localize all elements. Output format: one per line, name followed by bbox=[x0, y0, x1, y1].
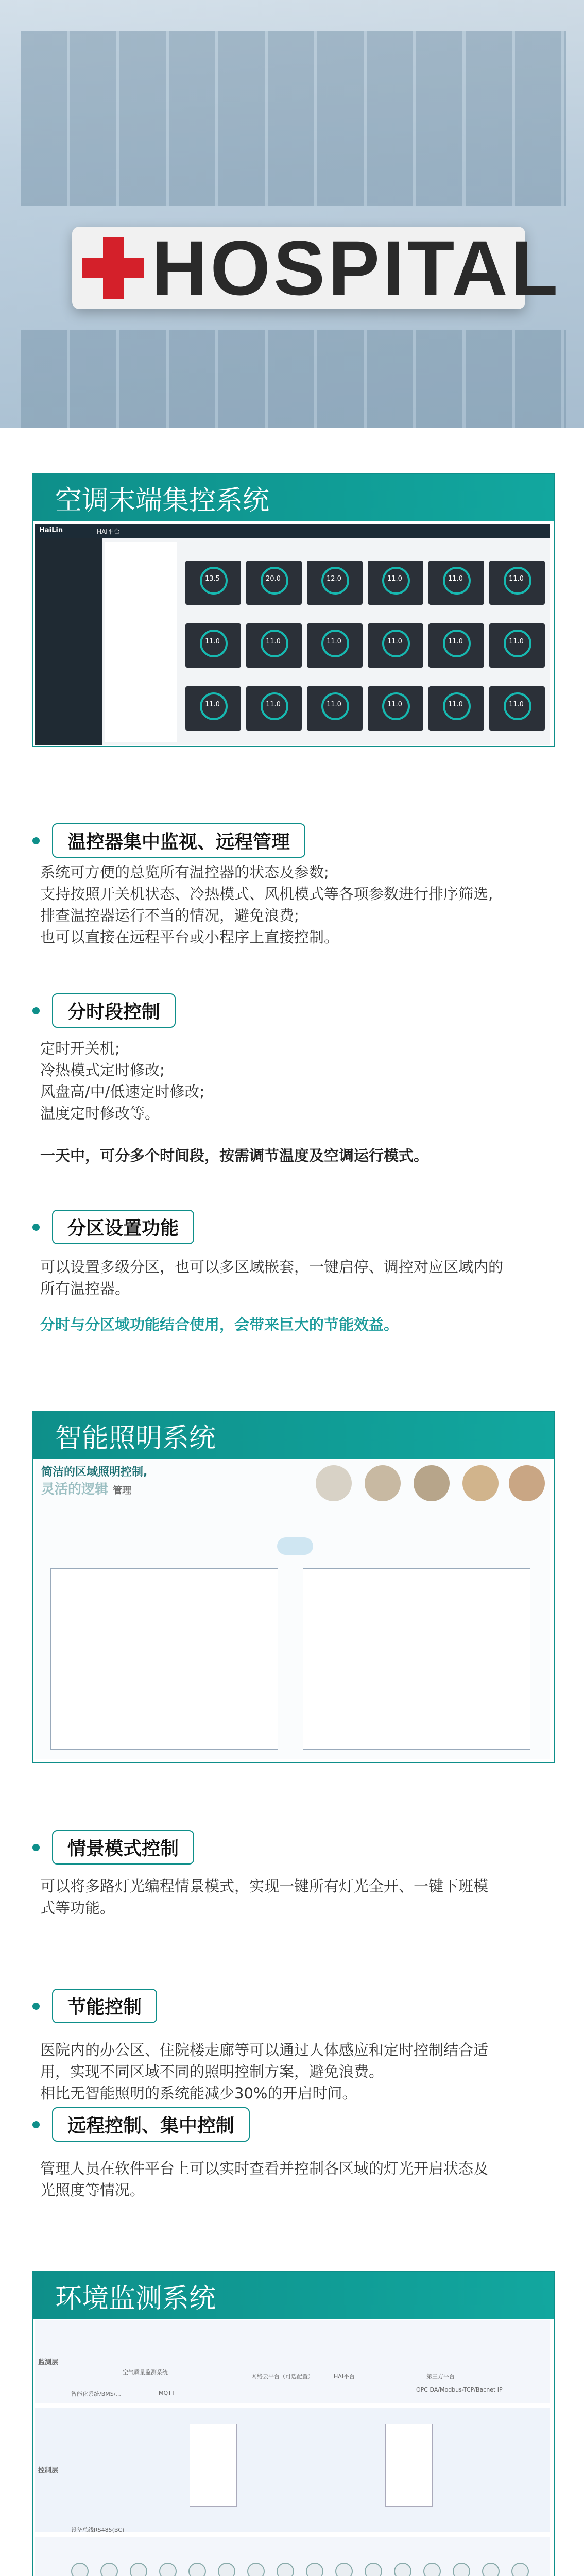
feature-pill: 远程控制、集中控制 bbox=[52, 2107, 250, 2142]
tile-temp: 20.0 bbox=[266, 575, 281, 583]
thermostat-tile[interactable] bbox=[368, 623, 423, 668]
aircon-label: 空气质量监测系统 bbox=[123, 2369, 168, 2376]
feature-pill: 温控器集中监视、远程管理 bbox=[52, 823, 305, 858]
lighting-feature-1 bbox=[32, 1830, 194, 1865]
lighting-section bbox=[32, 1411, 555, 1763]
feature-pill: 节能控制 bbox=[52, 1989, 157, 2023]
tile-temp: 11.0 bbox=[327, 701, 341, 708]
tile-temp: 11.0 bbox=[266, 701, 281, 708]
sensor-icon bbox=[71, 2563, 89, 2576]
hvac-f3-text bbox=[40, 1256, 545, 1335]
env-section bbox=[32, 2271, 555, 2576]
scene-photo-2 bbox=[365, 1465, 401, 1501]
sensor-icon bbox=[482, 2563, 500, 2576]
layer-label: 控制层 bbox=[38, 2467, 59, 2475]
tile-temp: 11.0 bbox=[448, 638, 463, 646]
hero-banner bbox=[0, 0, 584, 428]
text-line: 用，实现不同区域不同的照明控制方案，避免浪费。 bbox=[40, 2063, 384, 2080]
lighting-f2-text bbox=[40, 2039, 545, 2104]
thermostat-tile[interactable] bbox=[368, 686, 423, 731]
hvac-f1-text bbox=[40, 861, 545, 948]
hvac-feature-3 bbox=[32, 1210, 194, 1244]
sensor-icon bbox=[247, 2563, 265, 2576]
text-line: 可以设置多级分区，也可以多区域嵌套，一键启停、调控对应区域内的 bbox=[40, 1258, 504, 1276]
lighting-f1-text bbox=[40, 1875, 545, 1919]
tile-temp: 11.0 bbox=[509, 575, 524, 583]
scene-photo-1 bbox=[316, 1465, 352, 1501]
banner-bottom: 灵活的逻辑 bbox=[41, 1482, 109, 1497]
lighting-diagram bbox=[35, 1460, 550, 1759]
red-cross-icon bbox=[82, 237, 144, 299]
thermostat-tile[interactable] bbox=[368, 561, 423, 605]
thermostat-tile[interactable] bbox=[428, 623, 484, 668]
feature-pill: 分时段控制 bbox=[52, 993, 176, 1028]
text-line: 光照度等情况。 bbox=[40, 2181, 145, 2199]
text-line: 温度定时修改等。 bbox=[40, 1105, 160, 1122]
lighting-feature-2 bbox=[32, 1989, 157, 2023]
tile-temp: 11.0 bbox=[266, 638, 281, 646]
hvac-feature-2 bbox=[32, 993, 176, 1028]
thermostat-tile[interactable] bbox=[185, 561, 241, 605]
tile-temp: 11.0 bbox=[509, 701, 524, 708]
scene-photo-3 bbox=[414, 1465, 450, 1501]
third-label: 第三方平台 bbox=[426, 2373, 455, 2380]
layer-label: 监测层 bbox=[38, 2359, 59, 2366]
hvac-feature-1 bbox=[32, 823, 305, 858]
env-title: 环境监测系统 bbox=[55, 2283, 216, 2314]
text-line: 排查温控器运行不当的情况，避免浪费; bbox=[40, 907, 299, 924]
sensor-icon bbox=[423, 2563, 441, 2576]
scene-photo-4 bbox=[462, 1465, 499, 1501]
thermostat-tile[interactable] bbox=[185, 623, 241, 668]
floor-panel-left bbox=[50, 1568, 278, 1750]
bus-label: 设备总线RS485(BC) bbox=[71, 2527, 125, 2533]
text-line: 所有温控器。 bbox=[40, 1280, 130, 1297]
hai-label: HAI平台 bbox=[334, 2373, 355, 2380]
thermostat-tile[interactable] bbox=[489, 561, 545, 605]
sensor-icon bbox=[335, 2563, 353, 2576]
lighting-title: 智能照明系统 bbox=[55, 1422, 216, 1454]
sign-text: HOSPITAL bbox=[151, 225, 561, 311]
controller-box-right bbox=[385, 2424, 433, 2507]
sensor-icon bbox=[453, 2563, 470, 2576]
text-line: 冷热模式定时修改; bbox=[40, 1061, 165, 1079]
text-line: 风盘高/中/低速定时修改; bbox=[40, 1083, 205, 1100]
text-line: 医院内的办公区、住院楼走廊等可以通过人体感应和定时控制结合适 bbox=[40, 2041, 489, 2059]
text-line: 相比无智能照明的系统能减少30%的开启时间。 bbox=[40, 2084, 357, 2102]
tile-temp: 11.0 bbox=[448, 701, 463, 708]
tile-temp: 11.0 bbox=[509, 638, 524, 646]
feature-pill: 情景模式控制 bbox=[52, 1830, 194, 1865]
sidebar bbox=[35, 538, 102, 745]
thermostat-tile[interactable] bbox=[246, 561, 302, 605]
text-line: 支持按照开关机状态、冷热模式、风机模式等各项参数进行排序筛选, bbox=[40, 885, 493, 903]
tile-temp: 13.5 bbox=[205, 575, 220, 583]
tile-temp: 11.0 bbox=[387, 638, 402, 646]
thermostat-tile[interactable] bbox=[307, 623, 363, 668]
floor-panel-right bbox=[303, 1568, 530, 1750]
ws-label: 智能化系统/BMS/... bbox=[71, 2391, 121, 2397]
thermostat-tile[interactable] bbox=[185, 686, 241, 731]
mqtt-label: MQTT bbox=[159, 2389, 175, 2396]
hospital-sign bbox=[72, 225, 561, 311]
tile-temp: 11.0 bbox=[327, 638, 341, 646]
text-line: 式等功能。 bbox=[40, 1899, 115, 1917]
app-title: HAI平台 bbox=[97, 528, 120, 535]
hvac-title: 空调末端集控系统 bbox=[55, 485, 270, 516]
sensor-icon bbox=[306, 2563, 323, 2576]
layer-band-control bbox=[35, 2408, 550, 2532]
hvac-section bbox=[32, 473, 555, 747]
sensor-icon bbox=[218, 2563, 235, 2576]
text-line: 可以将多路灯光编程情景模式，实现一键所有灯光全开、一键下班模 bbox=[40, 1877, 489, 1895]
tile-temp: 11.0 bbox=[448, 575, 463, 583]
lighting-feature-3 bbox=[32, 2107, 250, 2142]
thermostat-tile[interactable] bbox=[246, 686, 302, 731]
sensor-icon bbox=[365, 2563, 382, 2576]
text-line: 管理人员在软件平台上可以实时查看并控制各区域的灯光开启状态及 bbox=[40, 2160, 489, 2177]
sensor-icon bbox=[100, 2563, 118, 2576]
text-line: 系统可方便的总览所有温控器的状态及参数; bbox=[40, 863, 329, 881]
thermostat-tile[interactable] bbox=[489, 686, 545, 731]
text-line: 定时开关机; bbox=[40, 1040, 120, 1057]
tree-panel bbox=[105, 542, 177, 742]
tile-temp: 11.0 bbox=[387, 701, 402, 708]
protocol-label: OPC DA/Modbus-TCP/Bacnet IP bbox=[416, 2386, 503, 2393]
thermostat-tile[interactable] bbox=[246, 623, 302, 668]
sensor-icon bbox=[188, 2563, 206, 2576]
controller-box-left bbox=[190, 2424, 237, 2507]
thermostat-tile[interactable] bbox=[489, 623, 545, 668]
sensor-icon bbox=[277, 2563, 294, 2576]
cloud-icon bbox=[277, 1537, 313, 1555]
thermostat-tile[interactable] bbox=[307, 561, 363, 605]
thermostat-tile[interactable] bbox=[428, 686, 484, 731]
scene-photo-5 bbox=[509, 1465, 545, 1501]
app-brand: HaiLin bbox=[39, 527, 63, 534]
thermostat-tile[interactable] bbox=[428, 561, 484, 605]
sensor-icon bbox=[394, 2563, 411, 2576]
sensor-icon bbox=[130, 2563, 147, 2576]
lighting-f3-text bbox=[40, 2158, 545, 2201]
hvac-screenshot bbox=[35, 524, 550, 745]
feature-pill: 分区设置功能 bbox=[52, 1210, 194, 1244]
banner-top: 简洁的区域照明控制, bbox=[41, 1466, 148, 1479]
thermostat-tile[interactable] bbox=[307, 686, 363, 731]
tile-temp: 11.0 bbox=[205, 638, 220, 646]
text-note: 分时与分区域功能结合使用，会带来巨大的节能效益。 bbox=[40, 1316, 399, 1333]
sensor-icon bbox=[159, 2563, 177, 2576]
tile-temp: 11.0 bbox=[205, 701, 220, 708]
text-note: 一天中，可分多个时间段，按需调节温度及空调运行模式。 bbox=[40, 1147, 429, 1164]
text-line: 也可以直接在远程平台或小程序上直接控制。 bbox=[40, 928, 339, 946]
banner-suffix: 管理 bbox=[113, 1485, 132, 1496]
sensor-icon bbox=[511, 2563, 529, 2576]
cloud-label: 网络云平台（可选配置） bbox=[251, 2373, 314, 2380]
hvac-f2-text bbox=[40, 1038, 545, 1166]
tile-temp: 12.0 bbox=[327, 575, 341, 583]
env-diagram bbox=[35, 2320, 550, 2576]
tile-temp: 11.0 bbox=[387, 575, 402, 583]
